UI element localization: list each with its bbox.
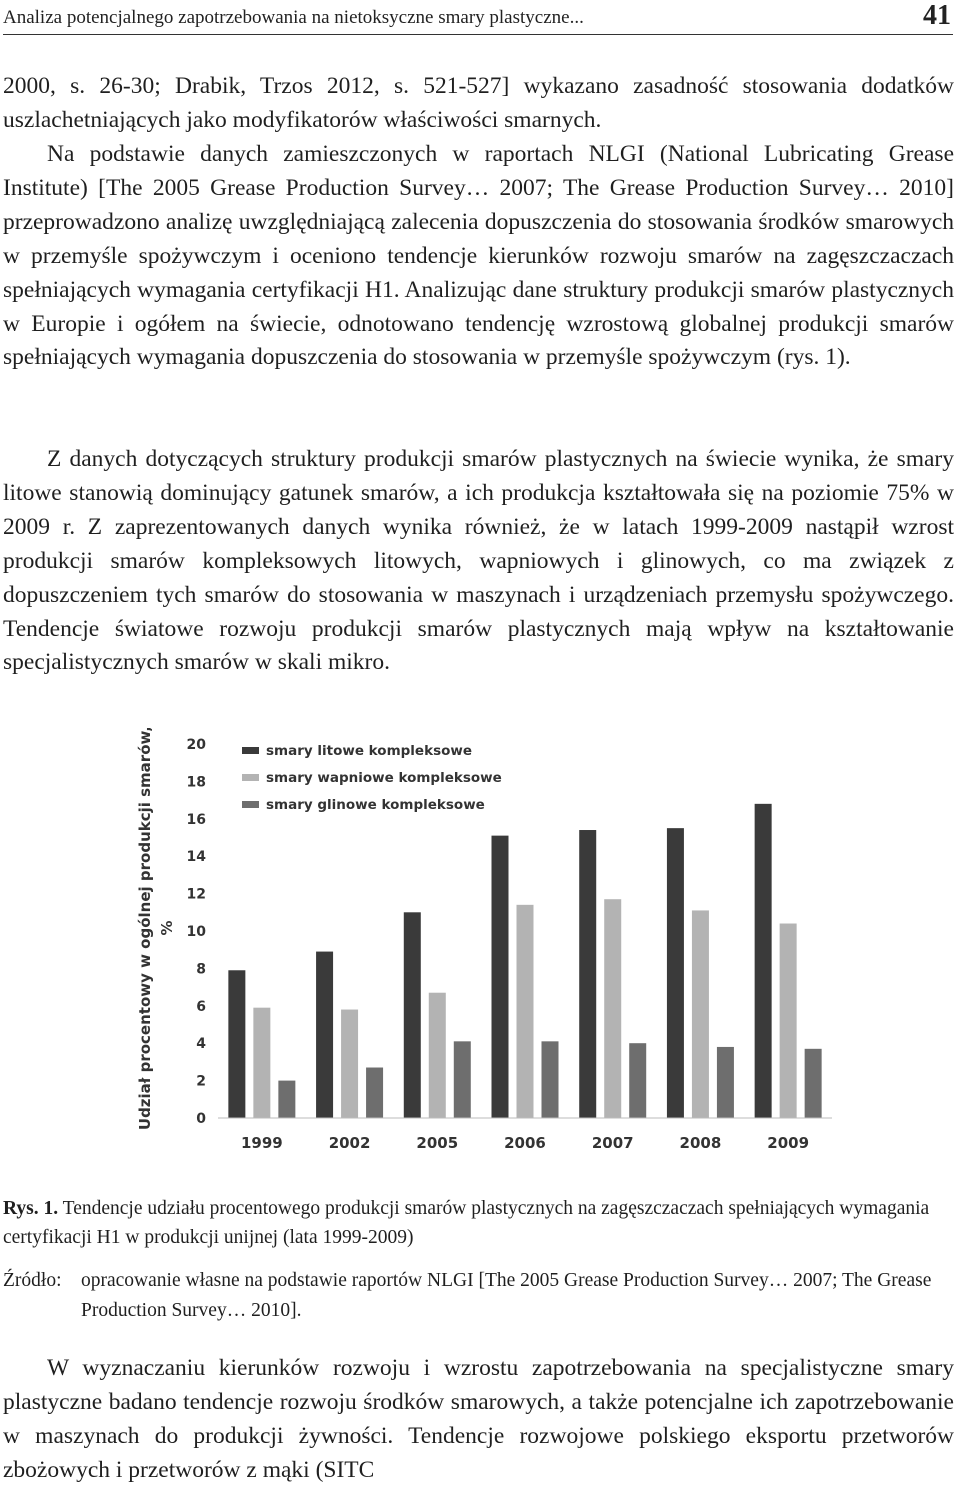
bar-2006-series-1 [492, 836, 509, 1118]
bar-2002-series-1 [316, 952, 333, 1118]
figure-chart [120, 728, 840, 1168]
x-tick-label: 2008 [679, 1134, 722, 1152]
x-ticks [241, 1134, 809, 1152]
bar-1999-series-1 [228, 970, 245, 1118]
page-number: 41 [923, 0, 951, 31]
bar-2009-series-3 [805, 1049, 822, 1118]
paragraph-4: W wyznaczaniu kierunków rozwoju i wzrostu zapotrzebowania na specjalistyczne smary plastyczne badano tendencje rozwoju środków smarowych, a także potencjalne ich zapotrzebowanie w maszynach do produkcji żywności. Tendencje rozwojowe polskiego eksportu przetworów zbożowych i przetworów z mąki (SITC [3, 1355, 954, 1483]
bar-2006-series-3 [542, 1041, 559, 1118]
y-tick-label: 14 [186, 849, 206, 866]
paragraph-3: Z danych dotyczących struktury produkcji smarów plastycznych na świecie wynika, że smary litowe stanowią dominujący gatunek smarów, a ich produkcja kształtowała się na poziomie 75% w 2009 r. Z zaprezentowanych danych wynika również, że w latach 1999-2009 nastąpił wzrost produkcji smarów kompleksowych litowych, wapniowych i glinowych, co ma związek z dopuszczeniem tych smarów do stosowania w maszynach i urządzeniach przemysłu spożywczego. Tendencje światowe rozwoju produkcji smarów plastycznych mają wpływ na kształtowanie specjalistycznych smarów w skali mikro. [3, 446, 954, 676]
bar-1999-series-3 [278, 1081, 295, 1118]
y-tick-label: 0 [196, 1111, 206, 1127]
x-tick-label: 2002 [328, 1134, 371, 1152]
y-axis-label-line-1: Udział procentowy w ogólnej produkcji smarów, [136, 728, 154, 1131]
x-tick-label: 1999 [240, 1134, 283, 1152]
figure-caption [3, 1194, 953, 1252]
y-tick-label: 2 [196, 1073, 206, 1090]
bar-1999-series-2 [253, 1008, 270, 1118]
bar-2006-series-2 [517, 905, 534, 1118]
y-tick-label: 12 [186, 886, 206, 903]
bar-2009-series-1 [755, 804, 772, 1118]
bar-2005-series-3 [454, 1041, 471, 1118]
legend-swatch-3 [242, 801, 259, 808]
paragraph-1: 2000, s. 26-30; Drabik, Trzos 2012, s. 521-527] wykazano zasadność stosowania dodatków uszlachetniających jako modyfikatorów właściwości smarnych. [3, 73, 954, 133]
running-header [3, 0, 953, 35]
running-title: Analiza potencjalnego zapotrzebowania na nietoksyczne smary plastyczne... [3, 7, 584, 28]
bar-2008-series-3 [717, 1047, 734, 1118]
bar-2008-series-2 [692, 910, 709, 1118]
x-tick-label: 2007 [591, 1134, 634, 1152]
caption-label: Rys. 1. [3, 1198, 59, 1219]
x-tick-label: 2005 [416, 1134, 459, 1152]
source-text: opracowanie własne na podstawie raportów NLGI [The 2005 Grease Production Survey… 2007; The Grease Production Survey… 2010]. [81, 1270, 932, 1321]
bar-chart [120, 728, 840, 1168]
legend-label-2: smary wapniowe kompleksowe [266, 770, 502, 786]
y-tick-label: 4 [196, 1036, 206, 1053]
x-tick-label: 2009 [767, 1134, 810, 1152]
bar-2002-series-3 [366, 1068, 383, 1118]
legend [242, 743, 502, 813]
y-tick-label: 20 [186, 737, 206, 753]
bar-2005-series-1 [404, 912, 421, 1118]
bar-2008-series-1 [667, 828, 684, 1118]
legend-label-3: smary glinowe kompleksowe [266, 797, 485, 813]
bars [228, 804, 821, 1118]
legend-swatch-1 [242, 747, 259, 754]
bar-2009-series-2 [780, 924, 797, 1118]
bar-2007-series-3 [629, 1043, 646, 1118]
bar-2007-series-2 [604, 899, 621, 1118]
bar-2005-series-2 [429, 993, 446, 1118]
x-tick-label: 2006 [504, 1134, 546, 1152]
y-axis-label-line-2: % [158, 920, 176, 936]
y-axis-label [136, 728, 176, 1130]
bar-2002-series-2 [341, 1010, 358, 1118]
y-tick-label: 18 [186, 774, 206, 791]
y-axis-label-group [136, 728, 176, 1130]
y-tick-label: 10 [186, 924, 206, 940]
y-ticks [187, 737, 207, 1127]
y-tick-label: 6 [196, 998, 206, 1015]
y-tick-label: 8 [196, 961, 206, 978]
caption-text: Tendencje udziału procentowego produkcji smarów plastycznych na zagęszczaczach spełniających wymagania certyfikacji H1 w produkcji unijnej (lata 1999-2009) [3, 1198, 930, 1248]
source-label: Źródło: [3, 1270, 62, 1291]
y-tick-label: 16 [186, 811, 206, 828]
legend-label-1: smary litowe kompleksowe [266, 743, 473, 759]
legend-swatch-2 [242, 774, 259, 781]
paragraph-2: Na podstawie danych zamieszczonych w raportach NLGI (National Lubricating Grease Institute) [The 2005 Grease Production Survey… 2007; The Grease Production Survey… 2010] przeprowadzono analizę uwzględniającą zalecenia dopuszczenia do stosowania środków smarowych w przemyśle spożywczym i oceniono tendencje kierunków rozwoju smarów na zagęszczaczach spełniających wymagania certyfikacji H1. Analizując dane struktury produkcji smarów plastycznych w Europie i ogółem na świecie, odnotowano tendencję wzrostową globalnej produkcji smarów spełniających wymagania dopuszczenia do stosowania w przemyśle spożywczym (rys. 1). [3, 141, 954, 371]
bar-2007-series-1 [579, 830, 596, 1118]
